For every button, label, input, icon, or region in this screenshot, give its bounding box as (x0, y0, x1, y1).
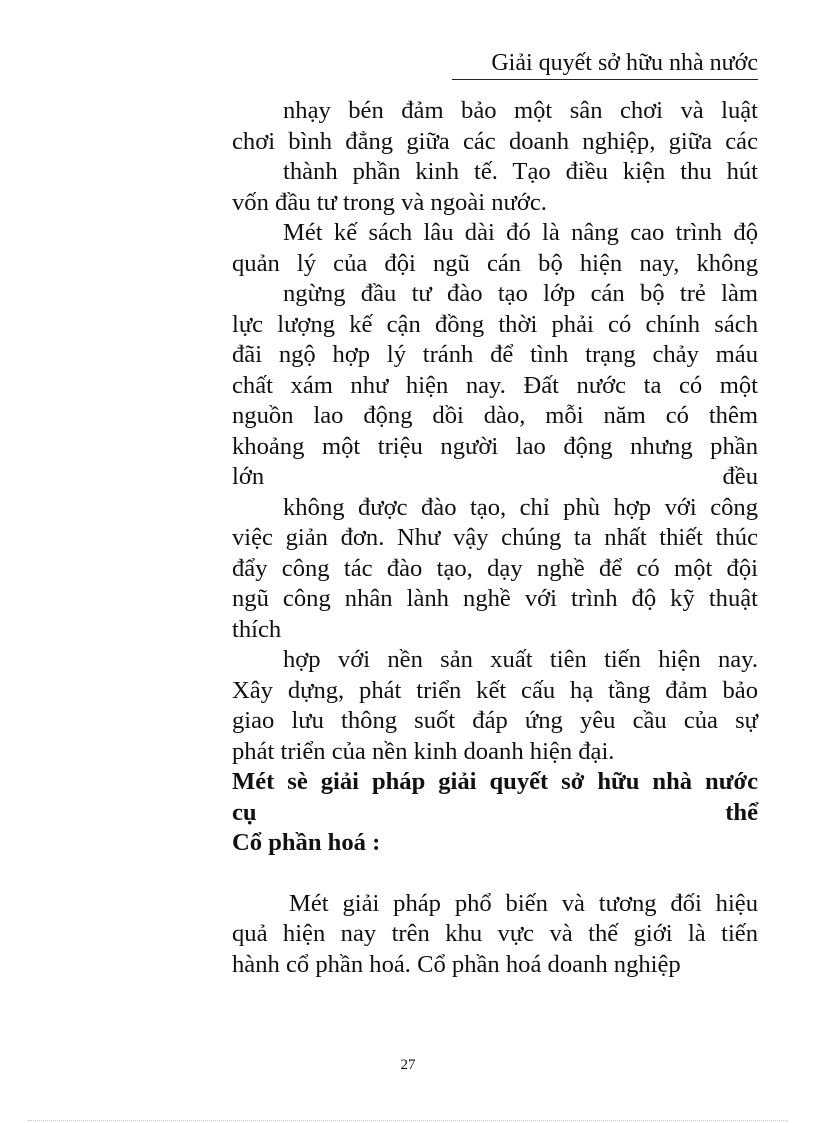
section-heading: Mét sè giải pháp giải quyết sở hữu nhà nước (232, 768, 758, 795)
subsection-heading: Cổ phần hoá : (232, 829, 381, 856)
body-line: vốn đầu tư trong và ngoài nước. (232, 188, 547, 216)
running-header: Giải quyết sở hữu nhà nước (452, 48, 758, 80)
body-line: lớn đều (232, 463, 758, 490)
body-line: quản lý của đội ngũ cán bộ hiện nay, không (232, 249, 758, 277)
body-line: đãi ngộ hợp lý tránh để tình trạng chảy máu (232, 341, 758, 368)
body-line: chất xám như hiện nay. Đất nước ta có một (232, 371, 758, 399)
body-line: ngũ công nhân lành nghề với trình độ kỹ thuật (232, 585, 758, 612)
body-line: không được đào tạo, chỉ phù hợp với công (283, 493, 758, 521)
section-heading: cụ thể (232, 798, 758, 826)
body-line: hợp với nền sản xuất tiên tiến hiện nay. (283, 646, 758, 673)
body-line: việc giản đơn. Như vậy chúng ta nhất thiết thúc (232, 524, 758, 551)
body-line: hành cổ phần hoá. Cổ phần hoá doanh nghiệp (232, 950, 681, 978)
document-body (232, 96, 758, 980)
body-line: Mét kế sách lâu dài đó là nâng cao trình độ (283, 219, 758, 246)
body-line: nhạy bén đảm bảo một sân chơi và luật (283, 97, 758, 124)
body-line: Xây dựng, phát triển kết cấu hạ tầng đảm bảo (232, 676, 758, 704)
body-line: ngừng đầu tư đào tạo lớp cán bộ trẻ làm (283, 280, 758, 307)
body-line: đẩy công tác đào tạo, dạy nghề để có một đội (232, 554, 758, 582)
page-number: 27 (400, 1057, 416, 1073)
page-bottom-divider (28, 1120, 788, 1121)
body-line: quả hiện nay trên khu vực và thế giới là tiến (232, 920, 758, 947)
paragraph-gap (232, 859, 758, 889)
body-line: nguồn lao động dồi dào, mỗi năm có thêm (232, 402, 758, 429)
body-line: lực lượng kế cận đồng thời phải có chính sách (232, 310, 758, 338)
body-line: giao lưu thông suốt đáp ứng yêu cầu của sự (232, 707, 758, 734)
body-line: phát triển của nền kinh doanh hiện đại. (232, 737, 615, 765)
body-line: thích (232, 615, 282, 643)
body-line: thành phần kinh tế. Tạo điều kiện thu hút (283, 158, 758, 185)
body-line: khoảng một triệu người lao động nhưng phần (232, 432, 758, 460)
body-line: chơi bình đẳng giữa các doanh nghiệp, giữa các (232, 127, 758, 155)
body-line: Mét giải pháp phổ biến và tương đối hiệu (289, 889, 758, 917)
